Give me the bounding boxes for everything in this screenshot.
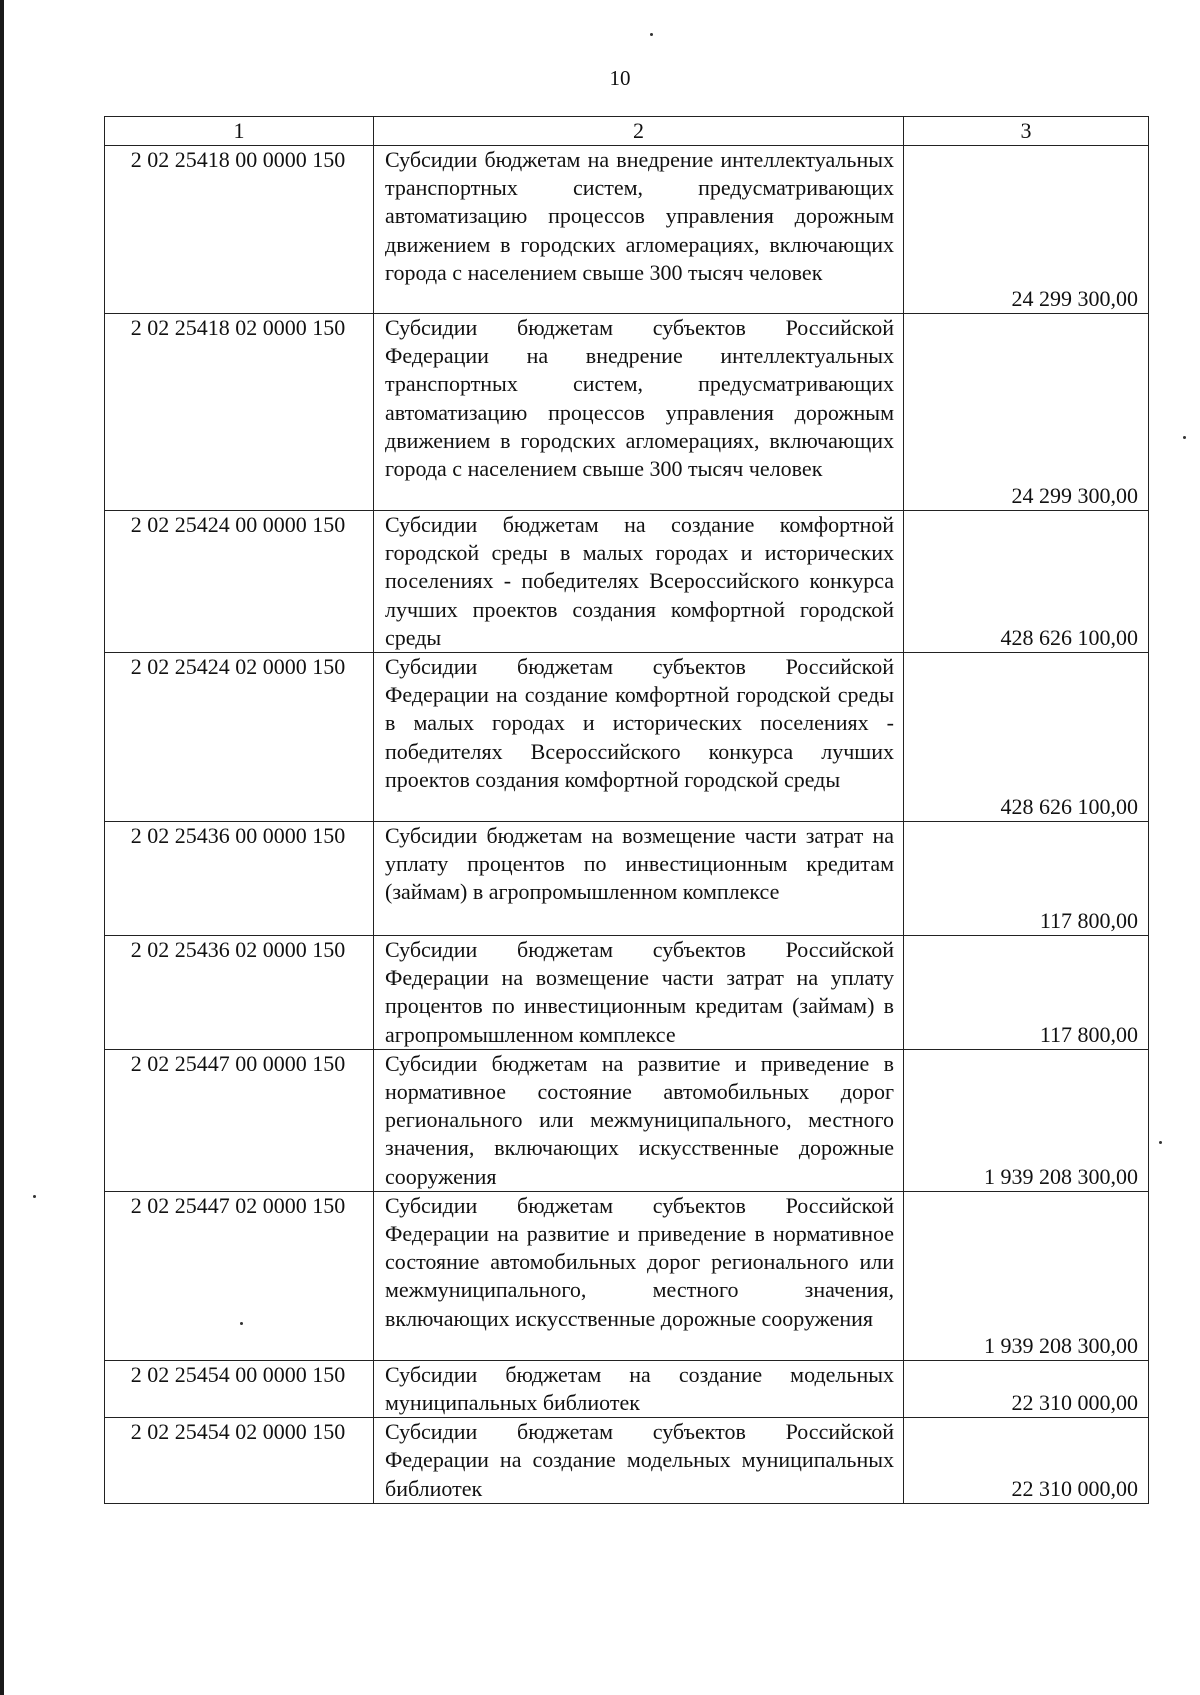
- amount: 117 800,00: [904, 936, 1149, 1050]
- budget-code: 2 02 25454 02 0000 150: [105, 1418, 374, 1504]
- table-row: [105, 1418, 1149, 1504]
- budget-code: 2 02 25424 02 0000 150: [105, 653, 374, 822]
- amount: 428 626 100,00: [904, 653, 1149, 822]
- table-row: [105, 1360, 1149, 1417]
- header-col-3: 3: [904, 117, 1149, 146]
- subsidy-name: Субсидии бюджетам субъектов Российской Федерации на создание модельных муниципальных библиотек: [374, 1418, 904, 1504]
- amount: 22 310 000,00: [904, 1360, 1149, 1417]
- budget-code: 2 02 25436 02 0000 150: [105, 936, 374, 1050]
- amount: 1 939 208 300,00: [904, 1049, 1149, 1191]
- table-row: [105, 653, 1149, 822]
- budget-table: [104, 116, 1149, 1504]
- subsidy-name: Субсидии бюджетам на возмещение части затрат на уплату процентов по инвестиционным кредитам (займам) в агропромышленном комплексе: [374, 822, 904, 936]
- budget-code: 2 02 25418 02 0000 150: [105, 314, 374, 511]
- table-row: [105, 822, 1149, 936]
- page-number: 10: [609, 66, 631, 90]
- subsidy-name: Субсидии бюджетам субъектов Российской Федерации на создание комфортной городской среды в малых городах и исторических поселениях - победителях Всероссийского конкурса лучших проектов создания комфортной городской среды: [374, 653, 904, 822]
- budget-code: 2 02 25424 00 0000 150: [105, 511, 374, 653]
- budget-code: 2 02 25447 00 0000 150: [105, 1049, 374, 1191]
- budget-code: 2 02 25454 00 0000 150: [105, 1360, 374, 1417]
- amount: 428 626 100,00: [904, 511, 1149, 653]
- amount: 24 299 300,00: [904, 146, 1149, 314]
- scan-left-edge: [0, 0, 4, 1695]
- scan-speck: [240, 1322, 243, 1325]
- budget-code: 2 02 25447 02 0000 150: [105, 1191, 374, 1360]
- scan-speck: [33, 1195, 36, 1198]
- table-header-row: [105, 117, 1149, 146]
- table-row: [105, 146, 1149, 314]
- budget-code: 2 02 25418 00 0000 150: [105, 146, 374, 314]
- table-row: [105, 314, 1149, 511]
- header-col-1: 1: [105, 117, 374, 146]
- table-row: [105, 511, 1149, 653]
- subsidy-name: Субсидии бюджетам на создание комфортной городской среды в малых городах и исторических поселениях - победителях Всероссийского конкурса лучших проектов создания комфортной городской среды: [374, 511, 904, 653]
- subsidy-name: Субсидии бюджетам на развитие и приведение в нормативное состояние автомобильных дорог регионального или межмуниципального, местного значения, включающих искусственные дорожные сооружения: [374, 1049, 904, 1191]
- amount: 1 939 208 300,00: [904, 1191, 1149, 1360]
- budget-code: 2 02 25436 00 0000 150: [105, 822, 374, 936]
- amount: 22 310 000,00: [904, 1418, 1149, 1504]
- header-col-2: 2: [374, 117, 904, 146]
- subsidy-name: Субсидии бюджетам субъектов Российской Федерации на внедрение интеллектуальных транспортных систем, предусматривающих автоматизацию процессов управления дорожным движением в городских агломерациях, включающих города с населением свыше 300 тысяч человек: [374, 314, 904, 511]
- scan-speck: [650, 33, 653, 36]
- amount: 117 800,00: [904, 822, 1149, 936]
- scan-speck: [1183, 436, 1186, 439]
- subsidy-name: Субсидии бюджетам субъектов Российской Федерации на развитие и приведение в нормативное состояние автомобильных дорог регионального или межмуниципального, местного значения, включающих искусственные дорожные сооружения: [374, 1191, 904, 1360]
- subsidy-name: Субсидии бюджетам на создание модельных муниципальных библиотек: [374, 1360, 904, 1417]
- table-row: [105, 1191, 1149, 1360]
- table-row: [105, 936, 1149, 1050]
- scan-speck: [1159, 1141, 1162, 1144]
- subsidy-name: Субсидии бюджетам на внедрение интеллектуальных транспортных систем, предусматривающих автоматизацию процессов управления дорожным движением в городских агломерациях, включающих города с населением свыше 300 тысяч человек: [374, 146, 904, 314]
- subsidy-name: Субсидии бюджетам субъектов Российской Федерации на возмещение части затрат на уплату процентов по инвестиционным кредитам (займам) в агропромышленном комплексе: [374, 936, 904, 1050]
- amount: 24 299 300,00: [904, 314, 1149, 511]
- table-row: [105, 1049, 1149, 1191]
